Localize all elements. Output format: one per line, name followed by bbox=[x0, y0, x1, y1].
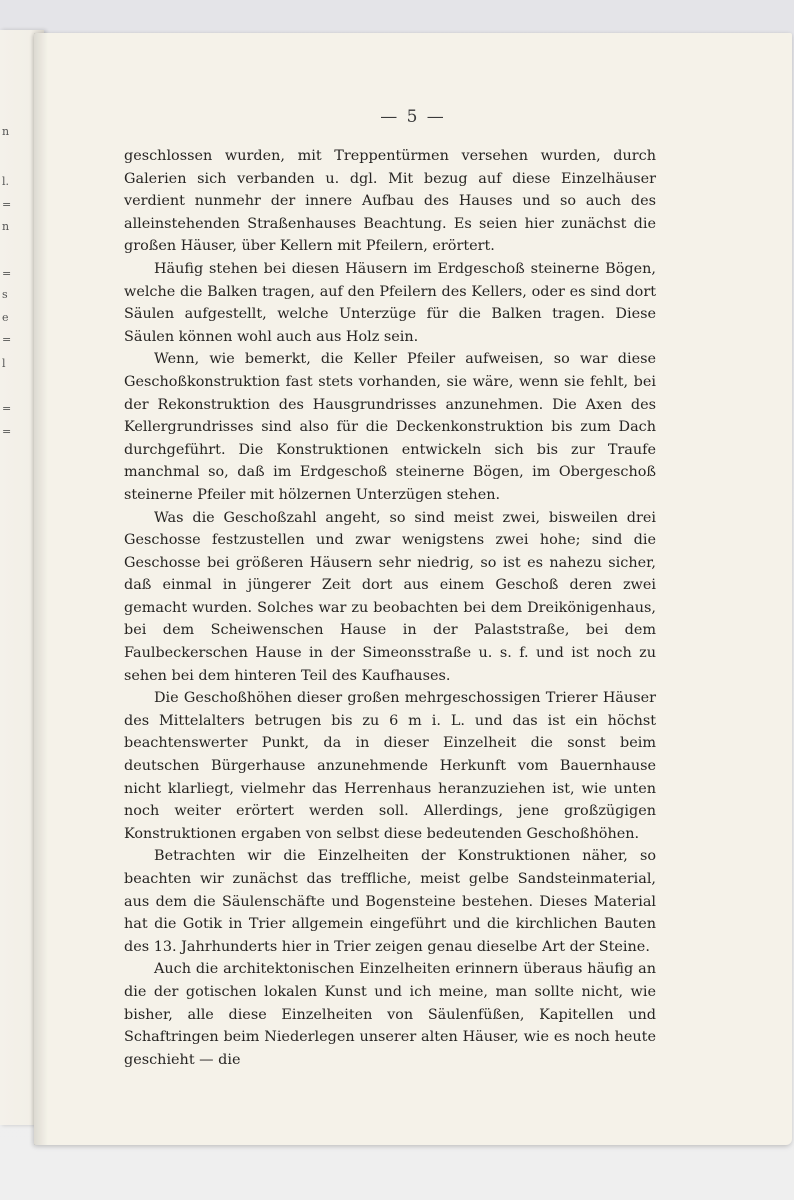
page-number: — 5 — bbox=[380, 107, 446, 127]
left-page-fragment: = bbox=[2, 198, 12, 211]
left-page-fragment: l. bbox=[2, 175, 10, 188]
left-page-fragment: n bbox=[2, 125, 10, 138]
left-page-fragment: = bbox=[2, 333, 12, 346]
left-page-fragment: n bbox=[2, 220, 10, 233]
page-gutter-shadow bbox=[34, 33, 48, 1145]
left-page-fragment: s bbox=[2, 288, 8, 301]
left-page-fragment: = bbox=[2, 425, 12, 438]
paragraph: Häufig stehen bei diesen Häusern im Erdgeschoß steinerne Bögen, welche die Balken tragen, auf den Pfeilern des Kellers, oder es sind dort Säulen aufgestellt, welche Unterzüge für die Balken tragen. Diese Säulen können wohl auch aus Holz sein. bbox=[124, 260, 656, 345]
paragraph: Betrachten wir die Einzelheiten der Konstruktionen näher, so beachten wir zunächst das treffliche, meist gelbe Sandsteinmaterial, aus dem die Säulenschäfte und Bogensteine bestehen. Dieses Material hat die Gotik in Trier allgemein eingeführt und die kirchlichen Bauten des 13. Jahrhunderts hier in Trier zeigen genau dieselbe Art der Steine. bbox=[124, 848, 656, 955]
paragraph: Die Geschoßhöhen dieser großen mehrgeschossigen Trierer Häuser des Mittelalters betrugen bis zu 6 m i. L. und das ist ein höchst beachtenswerter Punkt, da in dieser Einzelheit die sonst beim deutschen Bürgerhause anzunehmende Herkunft vom Bauernhause nicht klarliegt, vielmehr das Herrenhaus heranzuziehen ist, wie unten noch weiter erörtert werden soll. Allerdings, jene großzügigen Konstruktionen ergaben von selbst diese bedeutenden Geschoßhöhen. bbox=[124, 690, 656, 842]
paragraph: geschlossen wurden, mit Treppentürmen versehen wurden, durch Galerien sich verbanden u. dgl. Mit bezug auf diese Einzelhäuser verdient nunmehr der innere Aufbau des Hauses und so auch des alleinstehenden Straßenhauses Beachtung. Es seien hier zunächst die großen Häuser, über Kellern mit Pfeilern, erörtert. bbox=[124, 148, 656, 255]
paragraph: Wenn, wie bemerkt, die Keller Pfeiler aufweisen, so war diese Geschoßkonstruktion fast stets vorhanden, sie wäre, wenn sie fehlt, bei der Rekonstruktion des Hausgrundrisses anzunehmen. Die Axen des Kellergrundrisses sind also für die Deckenkonstruktion bis zum Dach durchgeführt. Die Konstruktionen entwickeln sich bis zur Traufe manchmal so, daß im Erdgeschoß steinerne Bögen, im Obergeschoß steinerne Pfeiler mit hölzernen Unterzügen stehen. bbox=[124, 351, 656, 503]
book-page bbox=[34, 33, 792, 1145]
left-page-fragment: l bbox=[2, 357, 6, 370]
paragraph: Was die Geschoßzahl angeht, so sind meist zwei, bisweilen drei Geschosse festzustellen und zwar wenigstens zwei hohe; sind die Geschosse bei größeren Häusern sehr niedrig, so ist es nahezu sicher, daß einmal in jüngerer Zeit dort aus einem Geschoß deren zwei gemacht wurden. Solches war zu beobachten bei dem Dreikönigenhaus, bei dem Scheiwenschen Hause in der Palaststraße, bei dem Faulbeckerschen Hause in der Simeonsstraße u. s. f. und ist noch zu sehen bei dem hinteren Teil des Kaufhauses. bbox=[124, 509, 656, 684]
paragraph: Auch die architektonischen Einzelheiten erinnern überaus häufig an die der gotischen lokalen Kunst und ich meine, man sollte nicht, wie bisher, alle diese Einzelheiten von Säulenfüßen, Kapitellen und Schaftringen beim Niederlegen unserer alten Häuser, wie es noch heute geschieht — die bbox=[124, 961, 656, 1068]
left-page-fragment: e bbox=[2, 311, 9, 324]
left-page-fragment: = bbox=[2, 402, 12, 415]
body-text bbox=[124, 145, 656, 1071]
left-page-fragment: = bbox=[2, 267, 12, 280]
